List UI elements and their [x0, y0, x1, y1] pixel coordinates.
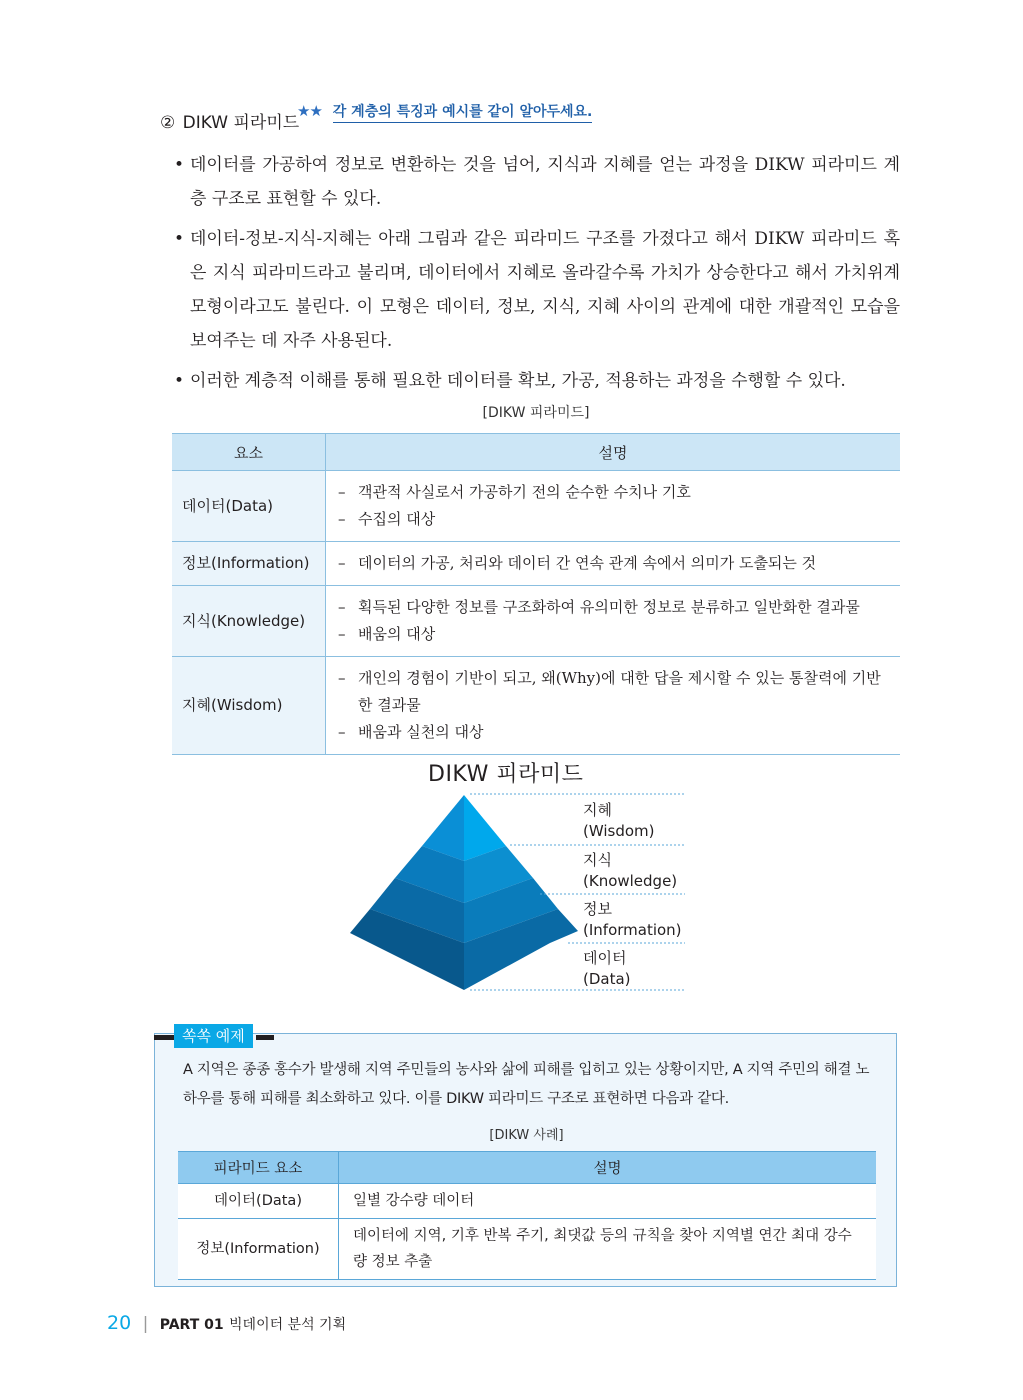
table-row [172, 657, 900, 755]
description-line: – 배움과 실천의 대상 [338, 719, 888, 746]
example-bar-right [256, 1035, 274, 1040]
pyramid-label-data [583, 948, 631, 990]
importance-note [297, 101, 592, 121]
element-cell: 정보(Information) [172, 542, 326, 586]
pyramid-label-en: (Information) [583, 921, 682, 939]
bullet-item: • 데이터를 가공하여 정보로 변환하는 것을 넘어, 지식과 지혜를 얻는 과정을 DIKW 피라미드 계층 구조로 표현할 수 있다. [174, 148, 900, 216]
element-cell: 정보(Information) [178, 1219, 339, 1280]
pyramid-label-en: (Data) [583, 970, 631, 988]
element-cell: 지식(Knowledge) [172, 586, 326, 657]
description-cell: 데이터에 지역, 기후 반복 주기, 최댓값 등의 규칙을 찾아 지역별 연간 최대 강수량 정보 추출 [339, 1219, 877, 1280]
element-cell: 데이터(Data) [178, 1184, 339, 1219]
description-cell: 일별 강수량 데이터 [339, 1184, 877, 1219]
column-header: 요소 [172, 434, 326, 471]
element-cell: 데이터(Data) [172, 471, 326, 542]
description-cell [326, 657, 901, 755]
section-heading [160, 108, 299, 133]
description-line: – 개인의 경험이 기반이 되고, 왜(Why)에 대한 답을 제시할 수 있는 통찰력에 기반한 결과물 [338, 665, 888, 719]
pyramid-label-information [583, 899, 682, 941]
description-line: – 배움의 대상 [338, 621, 888, 648]
pyramid-label-wisdom [583, 800, 655, 842]
footer-separator: | [142, 1314, 149, 1334]
footer-title: 빅데이터 분석 기획 [229, 1317, 347, 1333]
importance-note-text: 각 계층의 특징과 예시를 같이 알아두세요. [333, 104, 593, 123]
column-header: 피라미드 요소 [178, 1152, 339, 1184]
section-title: DIKW 피라미드 [182, 113, 300, 133]
table-header-row [178, 1152, 876, 1184]
description-line: – 획득된 다양한 정보를 구조화하여 유의미한 정보로 분류하고 일반화한 결과물 [338, 594, 888, 621]
dikw-table [172, 433, 900, 755]
description-cell [326, 471, 901, 542]
pyramid-label-ko: 정보 [583, 900, 612, 918]
star-icon: ★★ [297, 102, 322, 120]
description-cell [326, 586, 901, 657]
table-caption: [DIKW 피라미드] [482, 405, 590, 421]
example-bar-left [154, 1035, 174, 1040]
table-row [172, 471, 900, 542]
element-cell: 지혜(Wisdom) [172, 657, 326, 755]
example-table-caption: [DIKW 사례] [489, 1128, 564, 1143]
pyramid-label-en: (Knowledge) [583, 872, 678, 890]
page-footer [107, 1312, 346, 1334]
table-row [178, 1184, 876, 1219]
pyramid-label-ko: 지혜 [583, 801, 612, 819]
footer-part: PART 01 [159, 1317, 224, 1333]
table-row [172, 542, 900, 586]
description-line: – 수집의 대상 [338, 506, 888, 533]
body-bullets [174, 148, 900, 404]
table-row [178, 1219, 876, 1280]
bullet-item: • 이러한 계층적 이해를 통해 필요한 데이터를 확보, 가공, 적용하는 과정을 수행할 수 있다. [174, 364, 900, 398]
example-label: 쏙쏙 예제 [174, 1024, 253, 1048]
example-table [178, 1151, 876, 1280]
table-header-row [172, 434, 900, 471]
example-text: A 지역은 종종 홍수가 발생해 지역 주민들의 농사와 삶에 피해를 입히고 있는 상황이지만, A 지역 주민의 해결 노하우를 통해 피해를 최소화하고 있다. 이를 DIKW 피라미드 구조로 표현하면 다음과 같다. [183, 1062, 870, 1107]
description-line: – 데이터의 가공, 처리와 데이터 간 연속 관계 속에서 의미가 도출되는 것 [338, 550, 888, 577]
pyramid-label-en: (Wisdom) [583, 822, 655, 840]
pyramid-label-ko: 지식 [583, 851, 612, 869]
pyramid-label-knowledge [583, 850, 677, 892]
pyramid-title: DIKW 피라미드 [428, 762, 584, 787]
column-header: 설명 [326, 434, 901, 471]
description-cell [326, 542, 901, 586]
description-line: – 객관적 사실로서 가공하기 전의 순수한 수치나 기호 [338, 479, 888, 506]
page-number: 20 [107, 1312, 132, 1334]
pyramid-label-ko: 데이터 [583, 949, 627, 967]
section-number: ② [160, 113, 176, 133]
column-header: 설명 [339, 1152, 877, 1184]
bullet-item: • 데이터-정보-지식-지혜는 아래 그림과 같은 피라미드 구조를 가졌다고 해서 DIKW 피라미드 혹은 지식 피라미드라고 불리며, 데이터에서 지혜로 올라갈수록 가치가 상승한다고 해서 가치위계 모형이라고도 불린다. 이 모형은 데이터, 정보, 지식, 지혜 사이의 관계에 대한 개괄적인 모습을 보여주는 데 자주 사용된다. [174, 222, 900, 358]
table-row [172, 586, 900, 657]
